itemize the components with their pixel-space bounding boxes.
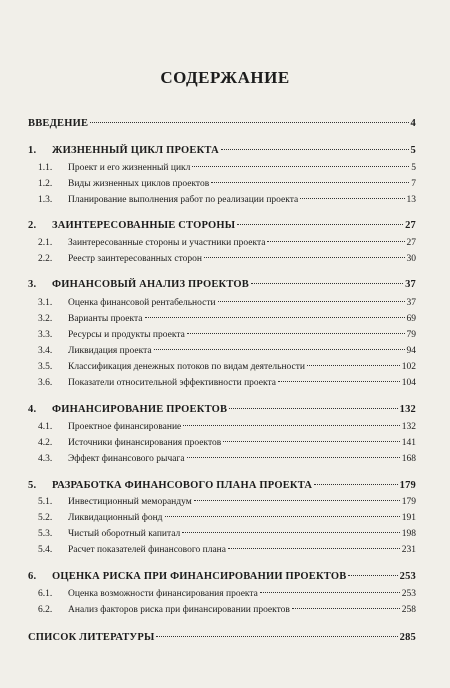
toc-entry-label: ЖИЗНЕННЫЙ ЦИКЛ ПРОЕКТА [52,145,219,156]
toc-section-row [38,346,416,356]
toc-entry-number: 3.2. [38,314,53,324]
dot-leader [204,257,405,258]
toc-page-number: 79 [406,330,416,340]
toc-entry-number: 3. [28,279,37,290]
dot-leader [165,516,400,517]
toc-page-number: 253 [401,589,416,599]
toc-section-row [38,545,416,555]
toc-page-number: 102 [401,362,416,372]
toc-entry-label: Виды жизненных циклов проектов [68,179,210,189]
toc-section-row [38,378,416,388]
toc-entry-label: Оценка возможности финансирования проекта [68,589,258,599]
toc-entry-number: 5.2. [38,513,53,523]
toc-entry-label: СПИСОК ЛИТЕРАТУРЫ [28,632,155,643]
toc-chapter-row [28,480,416,491]
toc-page-number: 141 [401,438,416,448]
dot-leader [237,224,403,225]
toc-chapter-row [28,220,416,231]
toc-page-number: 4 [410,118,416,129]
dot-leader [300,198,404,199]
toc-entry-number: 3.6. [38,378,53,388]
dot-leader [348,575,397,576]
dot-leader [307,365,400,366]
dot-leader [229,408,397,409]
toc-entry-number: 1. [28,145,37,156]
toc-entry-number: 4.3. [38,454,53,464]
toc-entry-number: 2.1. [38,238,53,248]
toc-entry-number: 4.1. [38,422,53,432]
toc-section-row [38,605,416,615]
toc-page-number: 191 [401,513,416,523]
dot-leader [211,182,409,183]
toc-entry-label: Оценка финансовой рентабельности [68,298,216,308]
toc-entry-number: 6. [28,571,37,582]
toc-section-row [38,362,416,372]
toc-entry-number: 5.3. [38,529,53,539]
dot-leader [187,333,405,334]
toc-entry-number: 4. [28,404,37,415]
dot-leader [218,301,405,302]
toc-page-number: 258 [401,605,416,615]
toc-page-number: 13 [406,195,416,205]
toc-section-row [38,163,416,173]
toc-page-number: 27 [405,220,416,231]
toc-page-number: 132 [399,404,416,415]
toc-page-number: 94 [406,346,416,356]
toc-entry-label: Проектное финансирование [68,422,182,432]
toc-entry-number: 3.5. [38,362,53,372]
dot-leader [183,425,399,426]
toc-entry-label: Планирование выполнения работ по реализации проекта [68,195,299,205]
toc-section-row [38,298,416,308]
toc-section-row [38,422,416,432]
toc-page-number: 179 [399,480,416,491]
toc-page-number: 37 [406,298,416,308]
toc-section-row [38,179,416,189]
toc-entry-number: 4.2. [38,438,53,448]
toc-entry-number: 2. [28,220,37,231]
dot-leader [260,592,400,593]
toc-page-number: 5 [411,163,416,173]
toc-page-number: 27 [406,238,416,248]
toc-entry-label: ЗАИНТЕРЕСОВАННЫЕ СТОРОНЫ [52,220,236,231]
toc-entry-label: ВВЕДЕНИЕ [28,118,89,129]
toc-entry-label: Заинтересованные стороны и участники проекта [68,238,266,248]
toc-page-number: 30 [406,254,416,264]
dot-leader [267,241,404,242]
page-title: СОДЕРЖАНИЕ [160,68,290,87]
toc-entry-label: Источники финансирования проектов [68,438,222,448]
toc-entry-label: Ликвидация проекта [68,346,152,356]
toc-entry-label: Чистый оборотный капитал [68,529,181,539]
toc-page-number: 231 [401,545,416,555]
toc-chapter-row [28,632,416,643]
toc-chapter-row [28,118,416,129]
toc-entry-label: Анализ факторов риска при финансировании проектов [68,605,290,615]
dot-leader [192,166,409,167]
toc-entry-label: Варианты проекта [68,314,143,324]
toc-page-number: 5 [410,145,416,156]
toc-section-row [38,195,416,205]
dot-leader [251,283,403,284]
dot-leader [90,122,408,123]
toc-section-row [38,438,416,448]
dot-leader [145,317,405,318]
toc-entry-number: 6.1. [38,589,53,599]
toc-entry-label: ОЦЕНКА РИСКА ПРИ ФИНАНСИРОВАНИИ ПРОЕКТОВ [52,571,347,582]
toc-entry-number: 5.4. [38,545,53,555]
toc-section-row [38,589,416,599]
toc-entry-label: Эффект финансового рычага [68,454,185,464]
toc-page-number: 168 [401,454,416,464]
toc-entry-number: 3.3. [38,330,53,340]
toc-chapter-row [28,145,416,156]
dot-leader [187,457,400,458]
dot-leader [182,532,399,533]
toc-entry-number: 3.1. [38,298,53,308]
toc-entry-number: 1.1. [38,163,53,173]
toc-section-row [38,238,416,248]
toc-page-number: 37 [405,279,416,290]
toc-entry-number: 5. [28,480,37,491]
toc-entry-label: Проект и его жизненный цикл [68,163,191,173]
toc-page-number: 285 [399,632,416,643]
toc-page-number: 253 [399,571,416,582]
toc-entry-label: Ресурсы и продукты проекта [68,330,185,340]
toc-entry-number: 1.3. [38,195,53,205]
toc-section-row [38,497,416,507]
toc-entry-number: 6.2. [38,605,53,615]
toc-entry-label: Реестр заинтересованных сторон [68,254,202,264]
toc-chapter-row [28,404,416,415]
toc-chapter-row [28,279,416,290]
dot-leader [292,608,400,609]
toc-entry-label: Расчет показателей финансового плана [68,545,226,555]
dot-leader [314,484,397,485]
toc-entry-label: ФИНАНСИРОВАНИЕ ПРОЕКТОВ [52,404,228,415]
toc-page-number: 104 [401,378,416,388]
toc-section-row [38,314,416,324]
dot-leader [221,149,409,150]
toc-page-number: 132 [401,422,416,432]
dot-leader [194,500,400,501]
toc-entry-number: 2.2. [38,254,53,264]
toc-entry-label: ФИНАНСОВЫЙ АНАЛИЗ ПРОЕКТОВ [52,279,249,290]
toc-section-row [38,513,416,523]
toc-entry-label: Инвестиционный меморандум [68,497,192,507]
toc-entry-number: 3.4. [38,346,53,356]
dot-leader [278,381,400,382]
toc-page-number: 7 [411,179,416,189]
toc-section-row [38,254,416,264]
toc-entry-number: 1.2. [38,179,53,189]
dot-leader [223,441,400,442]
toc-entry-label: Показатели относительной эффективности проекта [68,378,276,388]
toc-page-number: 179 [401,497,416,507]
toc-page-number: 198 [401,529,416,539]
dot-leader [154,349,405,350]
toc-section-row [38,454,416,464]
toc-page-number: 69 [406,314,416,324]
toc-entry-number: 5.1. [38,497,53,507]
toc-section-row [38,330,416,340]
toc-entry-label: Классификация денежных потоков по видам деятельности [68,362,305,372]
toc-entry-label: Ликвидационный фонд [68,513,163,523]
toc-chapter-row [28,571,416,582]
toc-section-row [38,529,416,539]
dot-leader [228,548,400,549]
toc-entry-label: РАЗРАБОТКА ФИНАНСОВОГО ПЛАНА ПРОЕКТА [52,480,313,491]
dot-leader [156,636,397,637]
